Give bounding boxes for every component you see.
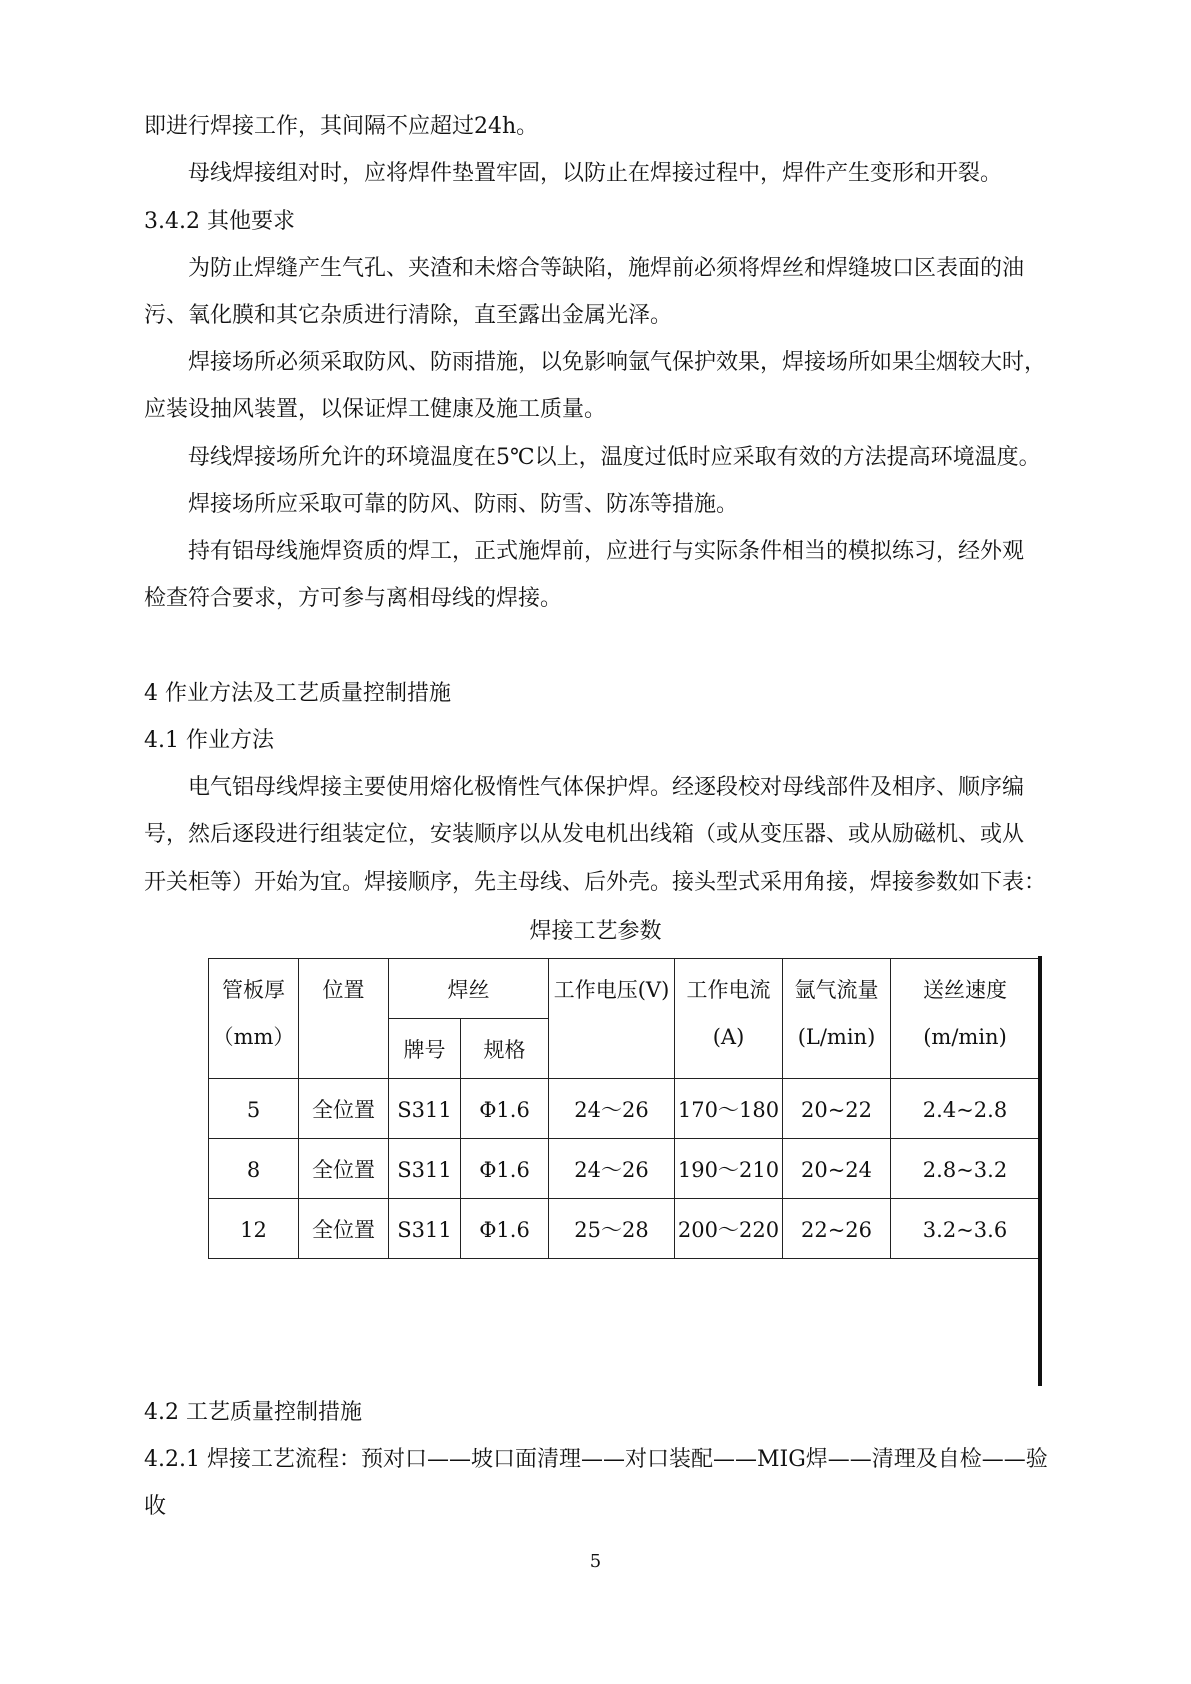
- cell-speed: 2.4~2.8: [891, 1079, 1040, 1139]
- paragraph-line: 母线焊接场所允许的环境温度在5℃以上，温度过低时应采取有效的方法提高环境温度。: [188, 445, 1041, 470]
- header-wire-brand: 牌号: [389, 1019, 461, 1079]
- cell-speed: 3.2~3.6: [891, 1199, 1040, 1259]
- cell-plate: 12: [209, 1199, 299, 1259]
- paragraph-line: 母线焊接组对时，应将焊件垫置牢固，以防止在焊接过程中，焊件产生变形和开裂。: [188, 161, 1003, 186]
- cell-argon: 20~24: [783, 1139, 891, 1199]
- cell-voltage: 24～26: [549, 1079, 675, 1139]
- paragraph-line: 4.2.1 焊接工艺流程：预对口——坡口面清理——对口装配——MIG焊——清理及自检——验: [144, 1447, 1048, 1472]
- section-heading: 4.2 工艺质量控制措施: [144, 1400, 362, 1425]
- cell-plate: 5: [209, 1079, 299, 1139]
- paragraph-line: 应装设抽风装置，以保证焊工健康及施工质量。: [144, 397, 607, 422]
- cell-spec: Φ1.6: [461, 1079, 549, 1139]
- header-plate-thickness: 管板厚（mm）: [209, 959, 299, 1079]
- header-voltage: 工作电压(V): [549, 959, 675, 1079]
- header-argon-flow: 氩气流量(L/min): [783, 959, 891, 1079]
- cell-brand: S311: [389, 1199, 461, 1259]
- paragraph-line: 电气铝母线焊接主要使用熔化极惰性气体保护焊。经逐段校对母线部件及相序、顺序编: [188, 775, 1025, 800]
- paragraph-line: 焊接场所应采取可靠的防风、防雨、防雪、防冻等措施。: [188, 492, 739, 517]
- header-position: 位置: [299, 959, 389, 1079]
- cell-current: 190～210: [675, 1139, 783, 1199]
- page-number: 5: [589, 1551, 602, 1572]
- paragraph-line: 为防止焊缝产生气孔、夹渣和未熔合等缺陷，施焊前必须将焊丝和焊缝坡口区表面的油: [188, 256, 1025, 281]
- cell-brand: S311: [389, 1079, 461, 1139]
- table-row: [209, 1139, 1040, 1199]
- cell-voltage: 24～26: [549, 1139, 675, 1199]
- paragraph-line: 收: [144, 1494, 167, 1519]
- cell-voltage: 25～28: [549, 1199, 675, 1259]
- cell-position: 全位置: [299, 1079, 389, 1139]
- section-heading: 4.1 作业方法: [144, 728, 274, 753]
- paragraph-line: 开关柜等）开始为宜。焊接顺序，先主母线、后外壳。接头型式采用角接，焊接参数如下表：: [144, 870, 1047, 895]
- cell-position: 全位置: [299, 1199, 389, 1259]
- paragraph-line: 即进行焊接工作，其间隔不应超过24h。: [144, 114, 539, 139]
- paragraph-line: 号，然后逐段进行组装定位，安装顺序以从发电机出线箱（或从变压器、或从励磁机、或从: [144, 822, 1025, 847]
- table-caption: 焊接工艺参数: [529, 919, 662, 944]
- chapter-heading: 4 作业方法及工艺质量控制措施: [144, 681, 451, 706]
- cell-plate: 8: [209, 1139, 299, 1199]
- paragraph-line: 检查符合要求，方可参与离相母线的焊接。: [144, 586, 563, 611]
- cell-current: 200～220: [675, 1199, 783, 1259]
- table-header-row: [209, 959, 1040, 1019]
- table-row: [209, 1079, 1040, 1139]
- cell-speed: 2.8~3.2: [891, 1139, 1040, 1199]
- paragraph-line: 污、氧化膜和其它杂质进行清除，直至露出金属光泽。: [144, 303, 673, 328]
- paragraph-line: 持有铝母线施焊资质的焊工，正式施焊前，应进行与实际条件相当的模拟练习，经外观: [188, 539, 1025, 564]
- paragraph-line: 焊接场所必须采取防风、防雨措施，以免影响氩气保护效果，焊接场所如果尘烟较大时，: [188, 350, 1047, 375]
- header-current: 工作电流(A): [675, 959, 783, 1079]
- cell-spec: Φ1.6: [461, 1199, 549, 1259]
- header-feed-speed: 送丝速度(m/min): [891, 959, 1040, 1079]
- table-row: [209, 1199, 1040, 1259]
- cell-spec: Φ1.6: [461, 1139, 549, 1199]
- cell-current: 170～180: [675, 1079, 783, 1139]
- cell-argon: 20~22: [783, 1079, 891, 1139]
- table-right-border: [1038, 956, 1042, 1386]
- section-heading: 3.4.2 其他要求: [144, 209, 295, 234]
- cell-position: 全位置: [299, 1139, 389, 1199]
- header-wire: 焊丝: [389, 959, 549, 1019]
- cell-brand: S311: [389, 1139, 461, 1199]
- welding-parameters-table: [208, 958, 1040, 1259]
- header-wire-spec: 规格: [461, 1019, 549, 1079]
- cell-argon: 22~26: [783, 1199, 891, 1259]
